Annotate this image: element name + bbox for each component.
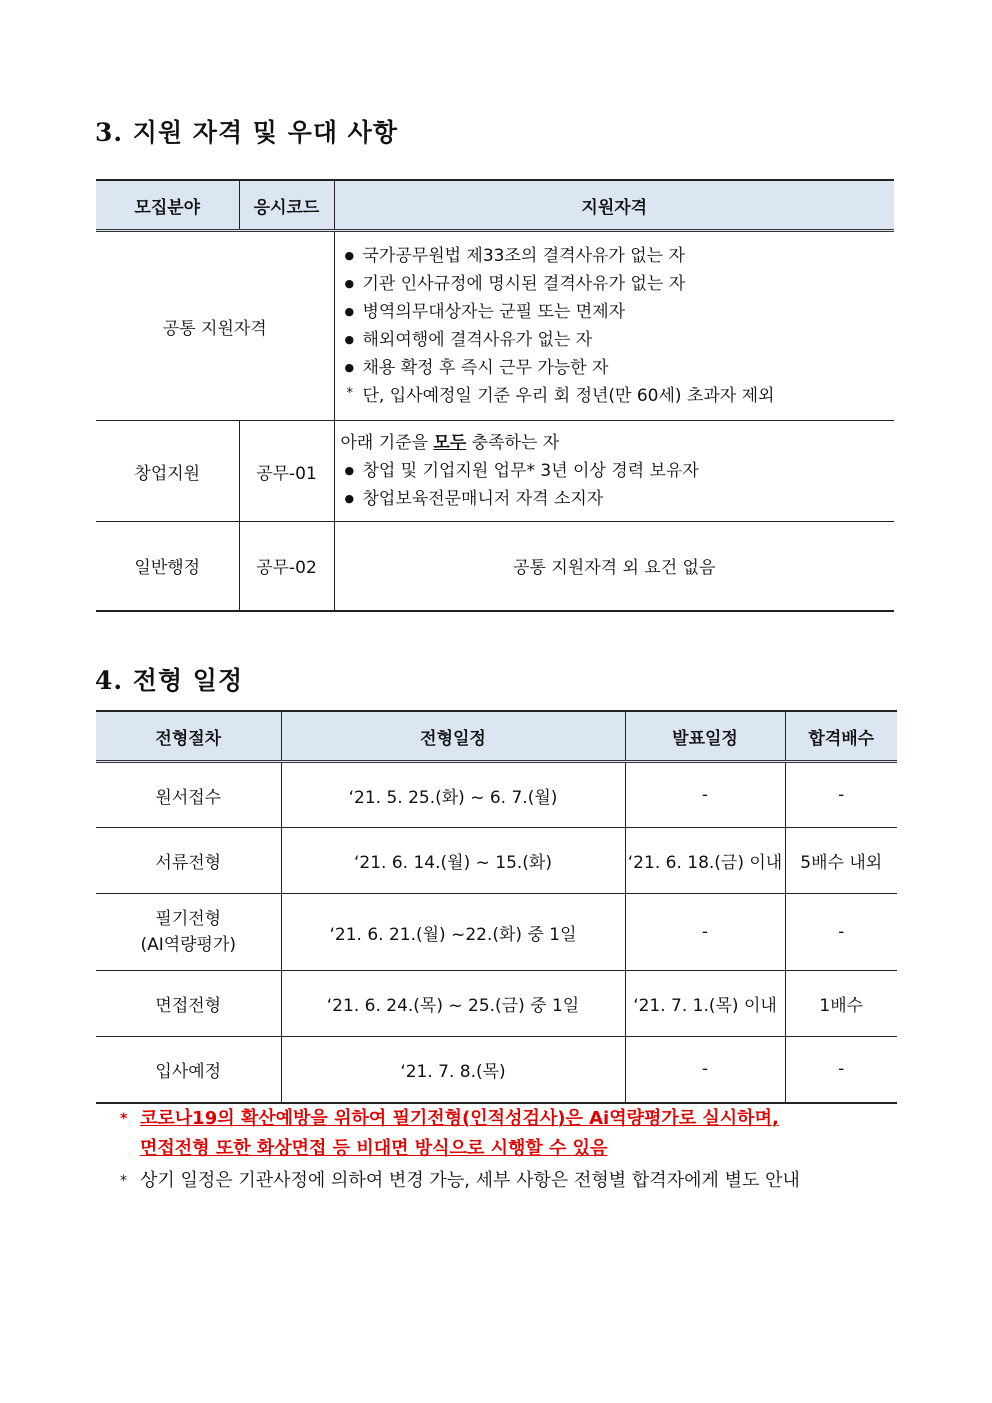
step-cell: 입사예정 <box>96 1037 281 1103</box>
schedule-cell: ‘21. 6. 14.(월) ~ 15.(화) <box>281 828 625 894</box>
announce-cell: ‘21. 6. 18.(금) 이내 <box>625 828 785 894</box>
step-sublabel: (AI역량평가) <box>140 935 237 955</box>
startup-code: 공무-01 <box>239 421 334 522</box>
header-schedule: 전형일정 <box>281 711 625 762</box>
schedule-header-row <box>96 711 897 762</box>
qualification-table <box>96 179 894 612</box>
announce-cell: - <box>625 1037 785 1103</box>
common-qualification-list <box>341 242 891 410</box>
multiple-cell: - <box>785 1037 897 1103</box>
table-row <box>96 522 894 611</box>
common-qualification-note: * 단, 입사예정일 기준 우리 회 정년(만 60세) 초과자 제외 <box>341 382 891 410</box>
list-item: ● 병역의무대상자는 군필 또는 면제자 <box>341 298 891 326</box>
step-cell: 면접전형 <box>96 971 281 1037</box>
announce-cell: ‘21. 7. 1.(목) 이내 <box>625 971 785 1037</box>
startup-intro <box>341 429 891 457</box>
header-multiple: 합격배수 <box>785 711 897 762</box>
step-cell: 서류전형 <box>96 828 281 894</box>
startup-qualification-cell <box>334 421 894 522</box>
header-qualification: 지원자격 <box>334 180 894 231</box>
list-item: ● 기관 인사규정에 명시된 결격사유가 없는 자 <box>341 270 891 298</box>
startup-intro-emphasis: 모두 <box>433 433 467 453</box>
list-item: ● 해외여행에 결격사유가 없는 자 <box>341 326 891 354</box>
multiple-cell: 1배수 <box>785 971 897 1037</box>
startup-intro-after: 충족하는 자 <box>466 433 560 453</box>
header-announce: 발표일정 <box>625 711 785 762</box>
table-row <box>96 971 897 1037</box>
table-row <box>96 894 897 971</box>
schedule-cell: ‘21. 6. 24.(목) ~ 25.(금) 중 1일 <box>281 971 625 1037</box>
table-row <box>96 1037 897 1103</box>
schedule-cell: ‘21. 7. 8.(목) <box>281 1037 625 1103</box>
list-item: ● 창업 및 기업지원 업무* 3년 이상 경력 보유자 <box>341 457 891 485</box>
multiple-cell: - <box>785 894 897 971</box>
general-field: 일반행정 <box>96 522 239 611</box>
general-code: 공무-02 <box>239 522 334 611</box>
header-code: 응시코드 <box>239 180 334 231</box>
multiple-cell: - <box>785 762 897 828</box>
schedule-table <box>96 710 897 1104</box>
announce-cell: - <box>625 762 785 828</box>
startup-qualification-list <box>341 457 891 513</box>
header-step: 전형절차 <box>96 711 281 762</box>
step-label: 필기전형 <box>155 909 222 929</box>
schedule-cell: ‘21. 5. 25.(화) ~ 6. 7.(월) <box>281 762 625 828</box>
general-qualification: 공통 지원자격 외 요건 없음 <box>334 522 894 611</box>
announce-cell: - <box>625 894 785 971</box>
table-row <box>96 421 894 522</box>
note-mark: * <box>120 1111 128 1127</box>
list-item: ● 국가공무원법 제33조의 결격사유가 없는 자 <box>341 242 891 270</box>
header-field: 모집분야 <box>96 180 239 231</box>
list-item: ● 채용 확정 후 즉시 근무 가능한 자 <box>341 354 891 382</box>
common-qualification-label: 공통 지원자격 <box>96 231 334 421</box>
schedule-change-note-text: 상기 일정은 기관사정에 의하여 변경 가능, 세부 사항은 전형별 합격자에게 별도 안내 <box>140 1170 800 1191</box>
note-mark: * <box>120 1173 127 1189</box>
qualification-header-row <box>96 180 894 231</box>
step-cell <box>96 894 281 971</box>
startup-field: 창업지원 <box>96 421 239 522</box>
startup-intro-before: 아래 기준을 <box>340 433 434 453</box>
section4-heading: 4. 전형 일정 <box>95 666 244 695</box>
table-row <box>96 762 897 828</box>
list-item: ● 창업보육전문매니저 자격 소지자 <box>341 485 891 513</box>
covid-note <box>120 1104 779 1164</box>
common-qualification-cell <box>334 231 894 421</box>
section3-heading: 3. 지원 자격 및 우대 사항 <box>95 118 398 147</box>
covid-note-line2: 면접전형 또한 화상면접 등 비대면 방식으로 시행할 수 있음 <box>140 1138 608 1159</box>
table-row <box>96 828 897 894</box>
covid-note-line1: 코로나19의 확산예방을 위하여 필기전형(인적성검사)은 Ai역량평가로 실시하며, <box>140 1108 779 1129</box>
table-row <box>96 231 894 421</box>
multiple-cell: 5배수 내외 <box>785 828 897 894</box>
schedule-change-note <box>120 1166 800 1196</box>
schedule-cell: ‘21. 6. 21.(월) ~22.(화) 중 1일 <box>281 894 625 971</box>
step-cell: 원서접수 <box>96 762 281 828</box>
